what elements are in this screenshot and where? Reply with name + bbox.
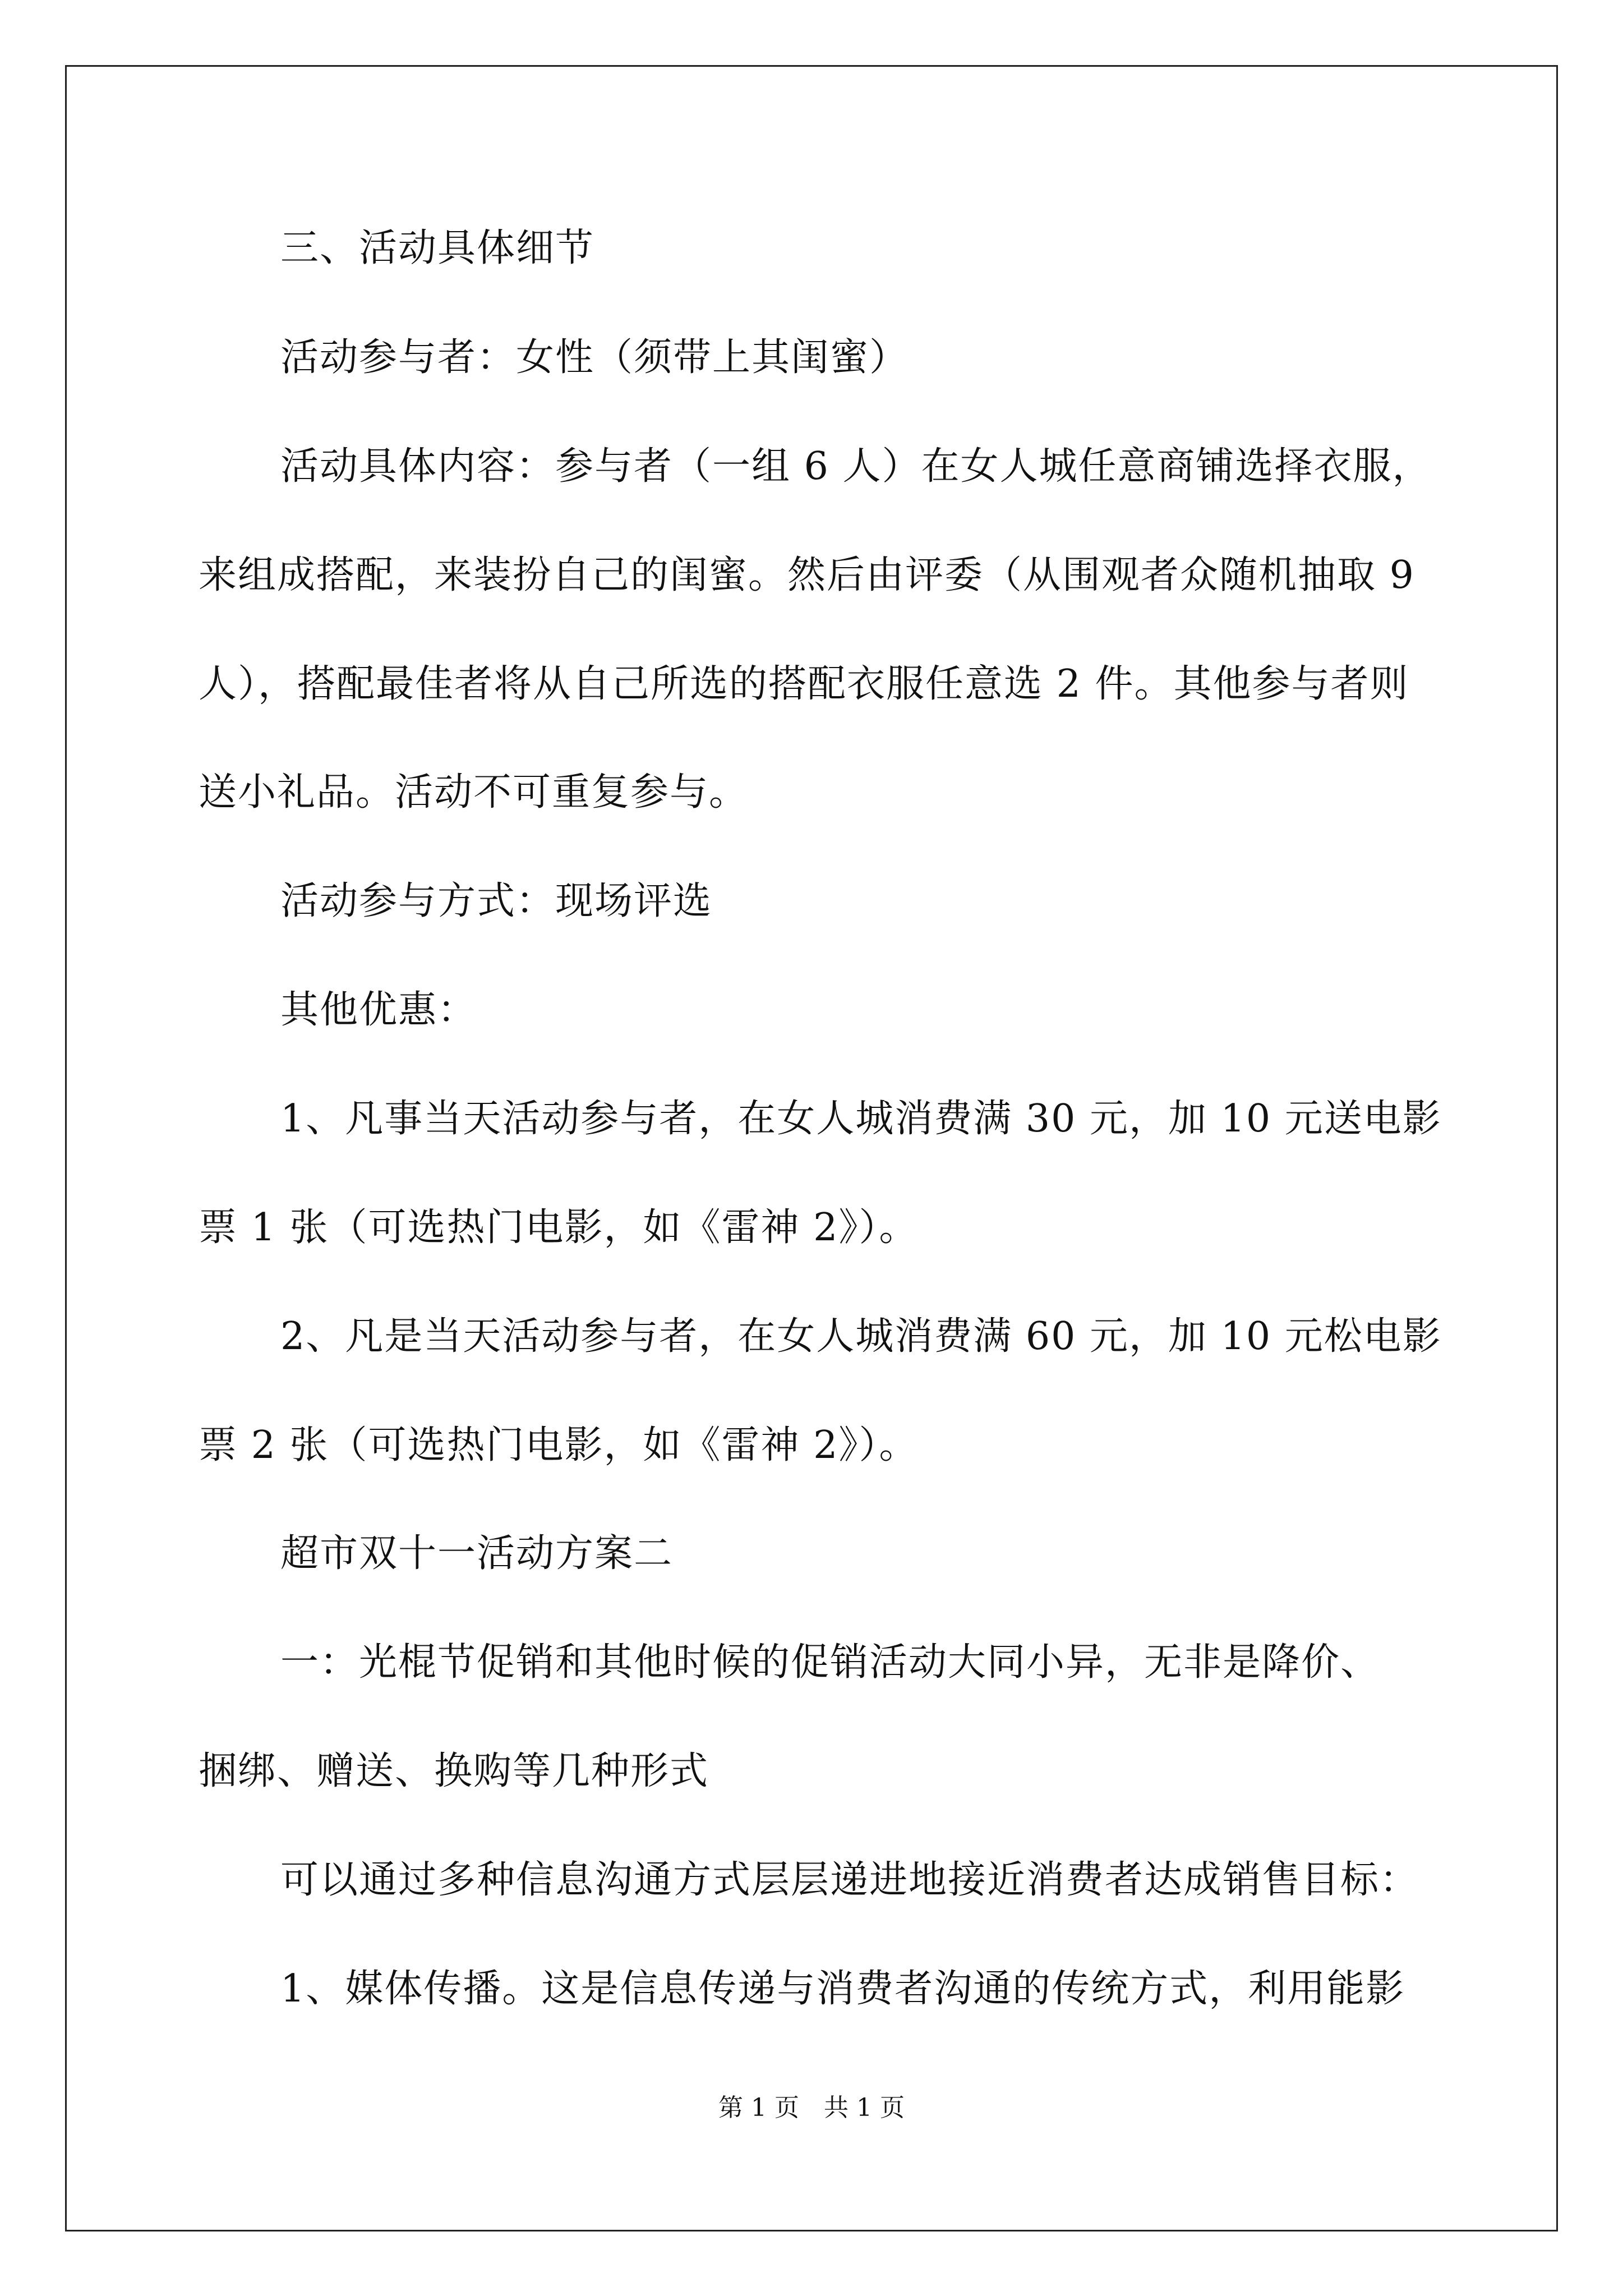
paragraph-line: 捆绑、赠送、换购等几种形式 bbox=[199, 1749, 709, 1793]
paragraph-line: 来组成搭配，来装扮自己的闺蜜。然后由评委（从围观者众随机抽取 9 bbox=[199, 553, 1415, 597]
section-heading: 超市双十一活动方案二 bbox=[280, 1531, 674, 1576]
paragraph-line: 2、凡是当天活动参与者，在女人城消费满 60 元，加 10 元松电影 bbox=[280, 1314, 1442, 1359]
paragraph-line: 可以通过多种信息沟通方式层层递进地接近消费者达成销售目标： bbox=[280, 1858, 1419, 1902]
paragraph-line: 人），搭配最佳者将从自己所选的搭配衣服任意选 2 件。其他参与者则 bbox=[199, 662, 1409, 706]
page-footer: 第 1 页 共 1 页 bbox=[718, 2093, 905, 2122]
paragraph-line: 活动参与者：女性（须带上其闺蜜） bbox=[280, 335, 909, 380]
paragraph-line: 1、凡事当天活动参与者，在女人城消费满 30 元，加 10 元送电影 bbox=[280, 1097, 1442, 1141]
section-heading: 三、活动具体细节 bbox=[280, 226, 595, 270]
paragraph-line: 其他优惠： bbox=[280, 988, 477, 1032]
paragraph-line: 一：光棍节促销和其他时候的促销活动大同小异，无非是降价、 bbox=[280, 1640, 1380, 1685]
paragraph-line: 1、媒体传播。这是信息传递与消费者沟通的传统方式，利用能影 bbox=[280, 1967, 1405, 2011]
paragraph-line: 票 1 张（可选热门电影，如《雷神 2》）。 bbox=[199, 1205, 919, 1250]
paragraph-line: 送小礼品。活动不可重复参与。 bbox=[199, 770, 749, 815]
paragraph-line: 活动参与方式：现场评选 bbox=[280, 879, 713, 923]
page-border bbox=[65, 65, 1558, 2231]
paragraph-line: 票 2 张（可选热门电影，如《雷神 2》）。 bbox=[199, 1423, 919, 1467]
paragraph-line: 活动具体内容：参与者（一组 6 人）在女人城任意商铺选择衣服， bbox=[280, 444, 1432, 489]
